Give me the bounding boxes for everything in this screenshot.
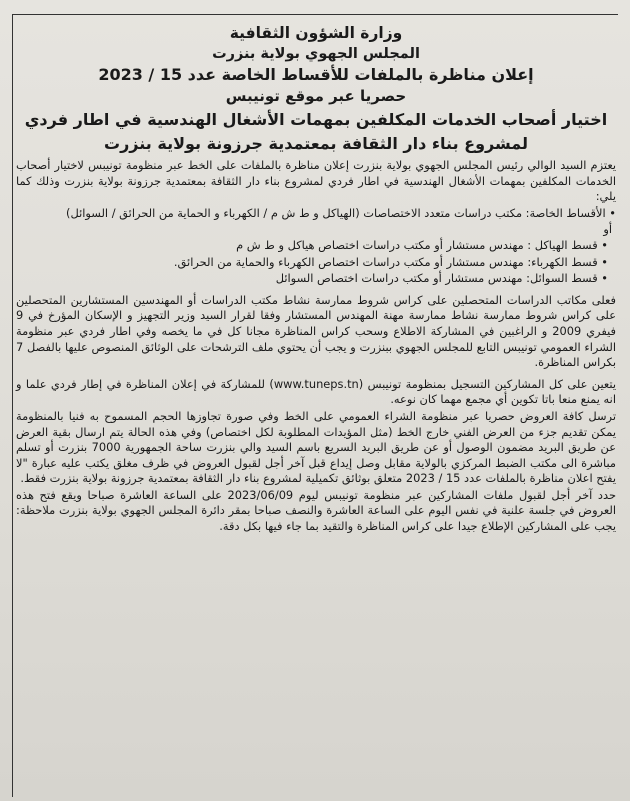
lot-fluids-item: • قسط السوائل: مهندس مستشار أو مكتب دراسات اختصاص السوائل — [16, 271, 616, 287]
council-name: المجلس الجهوي بولاية بنزرت — [212, 46, 420, 62]
registration-paragraph: يتعين على كل المشاركين التسجيل بمنظومة تونيبس (www.tuneps.tn) للمشاركة في إعلان المناظرة في إطار فردي علما و انه يمنع منعا باتا تكوين أي مجمع مهما كان نوعه. — [16, 376, 616, 407]
special-lots-item: • الأقساط الخاصة: مكتب دراسات متعدد الاختصاصات (الهياكل و ط ش م / الكهرباء و الحماية من الحرائق / السوائل) — [66, 205, 616, 220]
left-rule — [12, 14, 13, 797]
lot-electric-item: • قسط الكهرباء: مهندس مستشار أو مكتب دراسات اختصاص الكهرباء والحماية من الحرائق. — [16, 255, 616, 271]
notice-header — [16, 22, 616, 155]
intro-paragraph: يعتزم السيد الوالي رئيس المجلس الجهوي بولاية بنزرت إعلان مناظرة بالملفات على الخط عبر منظومة تونيبس لاختيار أصحاب الخدمات المكلفين بمهمات الأشغال الهندسية في اطار فردي لمشروع بناء دار الثقافة بمعتمدية جرزونة بولاية بنزرت وذلك كما يلي: — [16, 158, 616, 204]
ministry-name: وزارة الشؤون الثقافية — [229, 24, 403, 42]
eligibility-paragraph: فعلى مكاتب الدراسات المتحصلين على كراس شروط ممارسة نشاط مكتب الدراسات أو المهندسين المستشارين المتحصلين على كراس شروط ممارسة نشاط ممارسة مهنة المهندس المستشار وفقا لقرار السيد وزير التجهيز و الإسكان المؤرخ في 9 فيفري 2009 و الراغبين في المشاركة الاطلاع وسحب كراس المناظرة مجانا كل في ما يخصه وفي اطار فردي عبر منظومة الشراء العمومي تونيبس التابع للمجلس الجهوي ببنزرت و يجب أن يحتوي ملف الترشحات على الوثائق المنصوص عليها بالفصل 7 بكراس المناظرة. — [16, 292, 616, 370]
lot-structures-item: • قسط الهياكل : مهندس مستشار أو مكتب دراسات اختصاص هياكل و ط ش م — [16, 238, 616, 254]
exclusive-line: حصريا عبر موقع تونيبس — [225, 87, 407, 105]
or-separator: أو — [603, 222, 612, 237]
deadline-paragraph: حدد آخر أجل لقبول ملفات المشاركين عبر منظومة تونيبس ليوم 2023/06/09 على الساعة العاشرة صباحا ويقع فتح هذه العروض في جلسة علنية في نفس اليوم على الساعة العاشرة والنصف صباحا بمقر دائرة المجلس الجهوي بولاية بنزرت ملاحظة: يجب على المشاركين الإطلاع جيدا على كراس المناظرة والتقيد بما جاء فيها بكل دقة. — [16, 487, 616, 534]
notice-body — [16, 158, 616, 535]
submission-paragraph: ترسل كافة العروض حصريا عبر منظومة الشراء العمومي على الخط وفي صورة تجاوزها الحجم المسموح به فنيا بالمنظومة يمكن تقديم جزء من العرض الفني خارج الخط (مثل المؤيدات المطلوبة لكل اختصاص) وفي هذه الحالة يتم ارسال بقية العرض عن طريق البريد مضمون الوصول أو عن طريق البريد السريع باسم السيد والي بنزرت ساحة الجمهورية 7000 بنزرت أو تسلم مباشرة الى مكتب الضبط المركزي بالولاية مقابل وصل إيداع قبل آخر أجل لقبول العروض في ظرف مغلق يكتب عليه عبارة "لا يفتح اعلان مناظرة بالملفات عدد 15 / 2023 متعلق بوثائق تكميلية لمشروع بناء دار الثقافة بمعتمدية جرزونة بولاية بنزرت فقط. — [16, 408, 616, 486]
top-rule — [12, 14, 618, 15]
subject-line-2: لمشروع بناء دار الثقافة بمعتمدية جرزونة بولاية بنزرت — [104, 134, 528, 153]
announcement-title: إعلان مناظرة بالملفات للأقساط الخاصة عدد 15 / 2023 — [98, 65, 534, 84]
subject-line-1: اختيار أصحاب الخدمات المكلفين بمهمات الأشغال الهندسية في اطار فردي — [24, 110, 608, 129]
